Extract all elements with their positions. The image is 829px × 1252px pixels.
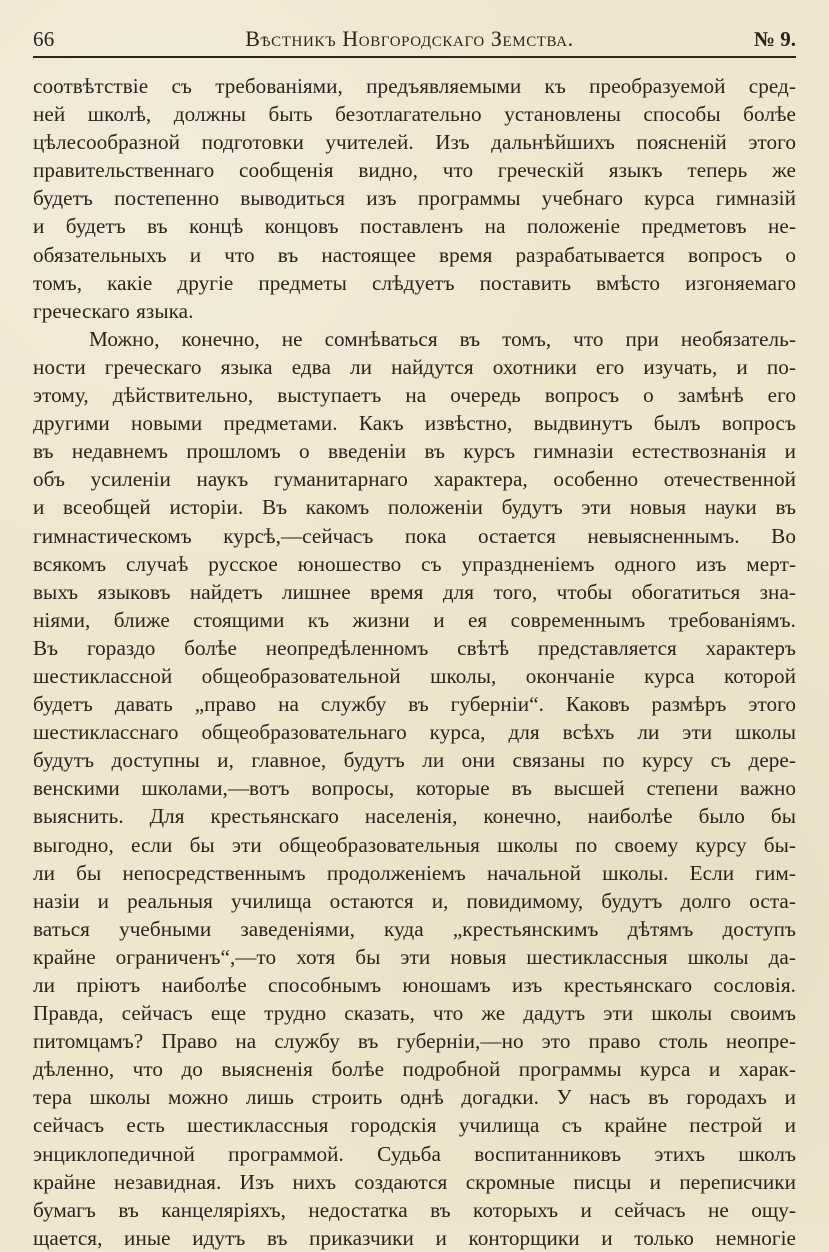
text-line: объ усиленіи наукъ гуманитарнаго характера, особенно отечественной — [33, 467, 796, 492]
text-line: назіи и реальныя училища остаются и, повидимому, будутъ долго оста- — [33, 888, 796, 913]
text-line: будетъ постепенно выводиться изъ программы учебнаго курса гимназій — [33, 186, 796, 211]
text-line: ваться учебными заведеніями, куда „крестьянскимъ дѣтямъ доступъ — [33, 916, 796, 941]
text-line: обязательныхъ и что въ настоящее время разрабатывается вопросъ о — [33, 242, 796, 267]
text-line: будетъ давать „право на службу въ губерніи“. Каковъ размѣръ этого — [33, 692, 796, 717]
text-line: щается, иные идутъ въ приказчики и конторщики и только немногіе — [33, 1225, 796, 1250]
text-line: бумагъ въ канцеляріяхъ, недостатка въ которыхъ и сейчасъ не ощу- — [33, 1197, 796, 1222]
text-line: цѣлесообразной подготовки учителей. Изъ дальнѣйшихъ поясненій этого — [33, 130, 796, 155]
text-line: крайне незавидная. Изъ нихъ создаются скромные писцы и переписчики — [33, 1169, 796, 1194]
text-line: Въ гораздо болѣе неопредѣленномъ свѣтѣ представляется характеръ — [33, 635, 796, 660]
text-line: ней школѣ, должны быть безотлагательно установлены способы болѣе — [33, 102, 796, 127]
text-line: соотвѣтствіе съ требованіями, предъявляемыми къ преобразуемой сред- — [33, 74, 796, 98]
text-line: Можно, конечно, не сомнѣваться въ томъ, что при необязатель- — [89, 326, 796, 351]
text-line: будутъ доступны и, главное, будутъ ли они связаны по курсу съ дере- — [33, 748, 796, 773]
text-line: правительственнаго сообщенія видно, что греческій языкъ теперь же — [33, 158, 796, 183]
text-line: всякомъ случаѣ русское юношество съ упраздненіемъ одного изъ мерт- — [33, 551, 796, 576]
text-line: выяснить. Для крестьянскаго населенія, конечно, наиболѣе было бы — [33, 804, 796, 829]
text-line: выхъ языковъ найдетъ лишнее время для того, чтобы обогатиться зна- — [33, 579, 796, 604]
journal-title: Вѣстникъ Новгородскаго Земства. — [245, 26, 574, 51]
text-line: и будетъ въ концѣ концовъ поставленъ на положеніе предметовъ не- — [33, 214, 796, 239]
text-line: ли пріютъ наиболѣе способнымъ юношамъ изъ крестьянскаго сословія. — [33, 973, 796, 997]
article-body — [33, 72, 796, 1252]
text-line: ніями, ближе стоящими къ жизни и ея современнымъ требованіямъ. — [33, 607, 796, 632]
text-line: шестиклассной общеобразовательной школы, окончаніе курса которой — [33, 663, 796, 688]
text-line: выгодно, если бы эти общеобразовательныя школы по своему курсу бы- — [33, 832, 796, 857]
text-line: другими новыми предметами. Какъ извѣстно, выдвинутъ былъ вопросъ — [33, 411, 796, 436]
page-header — [33, 18, 796, 58]
text-line: ности греческаго языка едва ли найдутся охотники его изучать, и по- — [33, 354, 796, 379]
text-line: крайне ограниченъ“,—то хотя бы эти новыя шестиклассныя школы да- — [33, 944, 796, 969]
page-number: 66 — [33, 27, 55, 51]
text-line: сейчасъ есть шестиклассныя городскія училища съ крайне пестрой и — [33, 1113, 796, 1138]
text-line: гимнастическомъ курсѣ,—сейчасъ пока остается невыясненнымъ. Во — [33, 523, 796, 548]
text-line: тера школы можно лишь строить однѣ догадки. У насъ въ городахъ и — [33, 1085, 796, 1110]
text-line: венскими школами,—вотъ вопросы, которые въ высшей степени важно — [33, 776, 796, 801]
text-line: въ недавнемъ прошломъ о введеніи въ курсъ гимназіи естествознанія и — [33, 439, 796, 464]
text-line: и всеобщей исторіи. Въ какомъ положеніи будутъ эти новыя науки въ — [33, 495, 796, 520]
text-line: шестикласснаго общеобразовательнаго курса, для всѣхъ ли эти школы — [33, 720, 796, 745]
text-line: питомцамъ? Право на службу въ губерніи,—но это право столь неопре- — [33, 1029, 796, 1054]
issue-number: № 9. — [753, 27, 796, 51]
text-line: ли бы непосредственнымъ продолженіемъ начальной школы. Если гим- — [33, 860, 796, 885]
text-line: энциклопедичной программой. Судьба воспитанниковъ этихъ школъ — [33, 1141, 796, 1166]
text-line: греческаго языка. — [33, 298, 194, 323]
text-line: дѣленно, что до выясненія болѣе подробной программы курса и харак- — [33, 1057, 796, 1082]
text-line: томъ, какіе другіе предметы слѣдуетъ поставить вмѣсто изгоняемаго — [33, 270, 796, 295]
text-line: Правда, сейчасъ еще трудно сказать, что же дадутъ эти школы своимъ — [33, 1001, 796, 1026]
text-line: этому, дѣйствительно, выступаетъ на очередь вопросъ о замѣнѣ его — [33, 383, 796, 408]
